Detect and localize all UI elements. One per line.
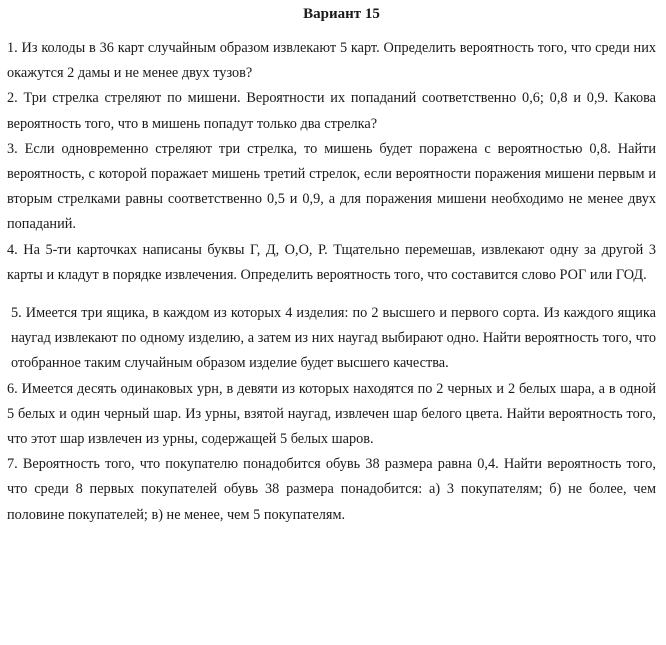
task-5: 5. Имеется три ящика, в каждом из которых 4 изделия: по 2 высшего и первого сорта. Из каждого ящика наугад извлекают по одному изделию, а затем из них наугад выбирают одно. Найти вероятность того, что отобранное таким случайным образом изделие будет высшего качества.: [11, 305, 656, 372]
task-1: 1. Из колоды в 36 карт случайным образом извлекают 5 карт. Определить вероятность того, что среди них окажутся 2 дамы и не менее двух тузов?: [7, 40, 656, 82]
task-7: 7. Вероятность того, что покупателю понадобится обувь 38 размера равна 0,4. Найти вероятность того, что среди 8 первых покупателей обувь 38 размера понадобится: а) 3 покупателям; б) не более, чем половине покупателей; в) не менее, чем 5 покупателям.: [7, 456, 656, 523]
task-6: 6. Имеется десять одинаковых урн, в девяти из которых находятся по 2 черных и 2 белых шара, а в одной 5 белых и один черный шар. Из урны, взятой наугад, извлечен шар белого цвета. Найти вероятность того, что этот шар извлечен из урны, содержащей 5 белых шаров.: [7, 380, 656, 448]
task-4: 4. На 5-ти карточках написаны буквы Г, Д, О,О, Р. Тщательно перемешав, извлекают одну за другой 3 карты и кладут в порядке извлечения. Определить вероятность того, что составится слово РОГ или ГОД.: [7, 241, 656, 283]
task-2: 2. Три стрелка стреляют по мишени. Вероятности их попаданий соответственно 0,6; 0,8 и 0,9. Какова вероятность того, что в мишень попадут только два стрелка?: [7, 90, 656, 132]
variant-title: Вариант 15: [303, 6, 380, 22]
task-3: 3. Если одновременно стреляют три стрелка, то мишень будет поражена с вероятностью 0,8. Найти вероятность, с которой поражает мишень третий стрелок, если вероятности поражения мишени первым и вторым стрелками равны соответственно 0,5 и 0,9, а для поражения мишени необходимо не менее двух попаданий.: [7, 140, 656, 233]
